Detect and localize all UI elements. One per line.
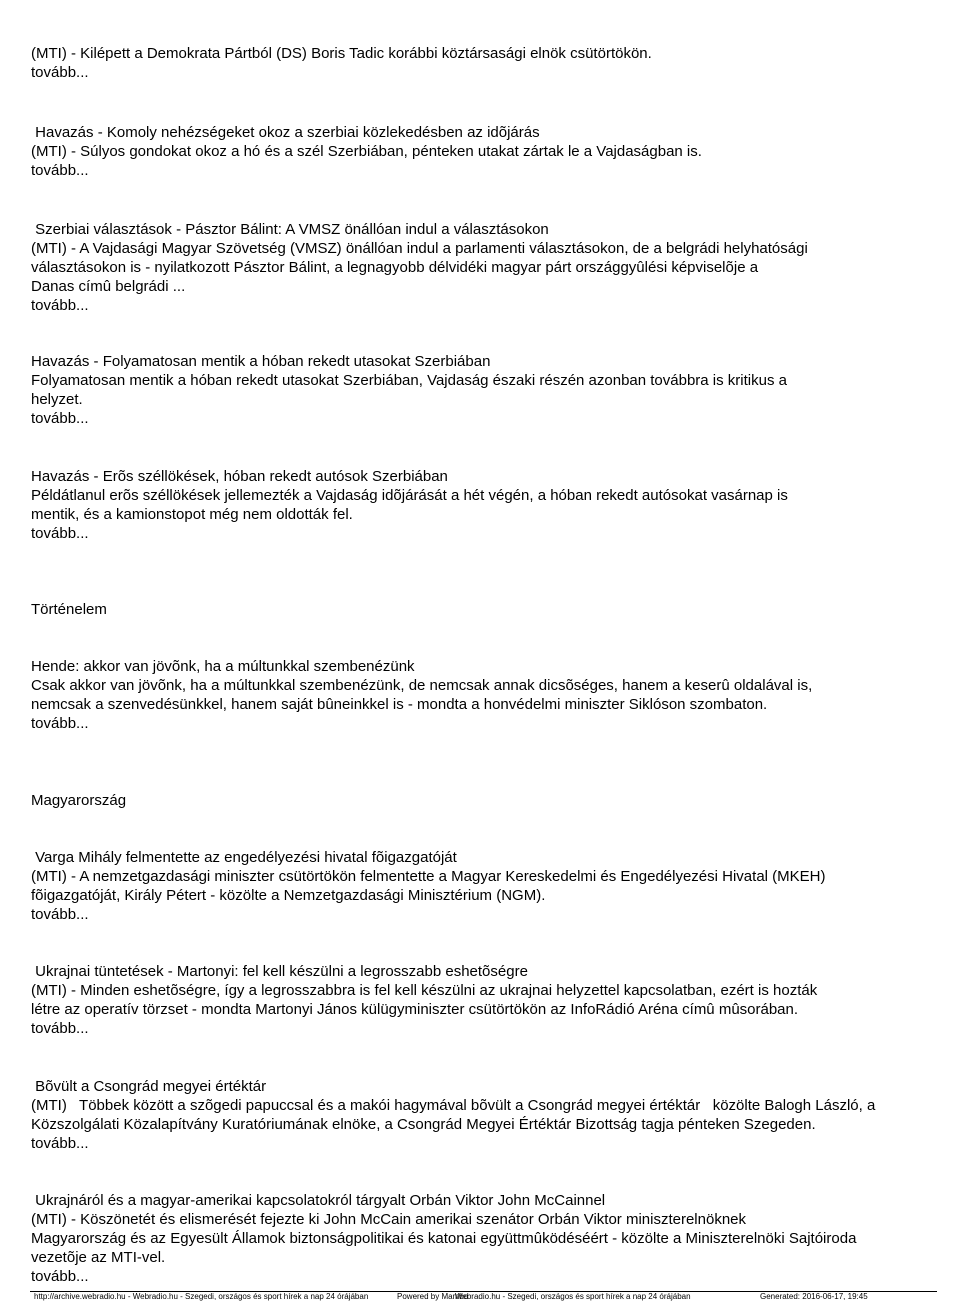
article-0 (31, 44, 961, 82)
article-text: (MTI) - A Vajdasági Magyar Szövetség (VMSZ) önállóan indul a parlamenti választásokon, de a belgrádi helyhatósági (31, 240, 808, 257)
article-text: nemcsak a szenvedésünkkel, hanem saját bûneinkkel is - mondta a honvédelmi miniszter Siklóson szombaton. (31, 696, 768, 713)
article-title[interactable]: Varga Mihály felmentette az engedélyezési hivatal fõigazgatóját (31, 849, 457, 866)
article-history-0 (31, 657, 961, 733)
article-text: Csak akkor van jövõnk, ha a múltunkkal szembenézünk, de nemcsak annak dicsõséges, hanem a keserû oldalával is, (31, 677, 813, 694)
read-more-link[interactable]: tovább... (31, 715, 89, 732)
article-text: (MTI) - Minden eshetõségre, így a legrosszabbra is fel kell készülni az ukrajnai helyzettel kapcsolatban, ezért is hozták (31, 982, 818, 999)
article-title[interactable]: Bõvült a Csongrád megyei értéktár (31, 1078, 267, 1095)
page-footer (34, 1292, 868, 1302)
article-text: (MTI) - Köszönetét és elismerését fejezte ki John McCain amerikai szenátor Orbán Viktor miniszterelnöknek (31, 1211, 746, 1228)
article-4 (31, 467, 961, 543)
article-title[interactable]: Hende: akkor van jövõnk, ha a múltunkkal szembenézünk (31, 658, 415, 675)
article-title[interactable]: Havazás - Folyamatosan mentik a hóban rekedt utasokat Szerbiában (31, 353, 491, 370)
article-hungary-1 (31, 962, 961, 1038)
article-2 (31, 220, 961, 315)
article-hungary-2 (31, 1077, 961, 1153)
article-text: (MTI) - Súlyos gondokat okoz a hó és a szél Szerbiában, pénteken utakat zártak le a Vajdaságban is. (31, 143, 702, 160)
article-text: (MTI) - A nemzetgazdasági miniszter csütörtökön felmentette a Magyar Kereskedelmi és Engedélyezési Hivatal (MKEH) (31, 868, 826, 885)
article-title[interactable]: Havazás - Komoly nehézségeket okoz a szerbiai közlekedésben az idõjárás (31, 124, 540, 141)
article-title[interactable]: Havazás - Erõs széllökések, hóban rekedt autósok Szerbiában (31, 468, 448, 485)
article-text: fõigazgatóját, Király Pétert - közölte a Nemzetgazdasági Minisztérium (NGM). (31, 887, 546, 904)
read-more-link[interactable]: tovább... (31, 410, 89, 427)
section-title-magyarorszag: Magyarország (31, 792, 127, 809)
read-more-link[interactable]: tovább... (31, 906, 89, 923)
read-more-link[interactable]: tovább... (31, 1268, 89, 1285)
footer-generated: Generated: 2016-06-17, 19:45 (760, 1292, 868, 1301)
footer-site: Webradio.hu - Szegedi, országos és sport hírek a nap 24 órájában (455, 1292, 691, 1301)
article-3 (31, 352, 961, 428)
read-more-link[interactable]: tovább... (31, 297, 89, 314)
section-title-tortenelem: Történelem (31, 601, 107, 618)
article-text: helyzet. (31, 391, 83, 408)
article-text: Magyarország és az Egyesült Államok biztonságpolitikai és katonai együttmûködéséért - közölte a Miniszterelnöki Sajtóiroda (31, 1230, 857, 1247)
read-more-link[interactable]: tovább... (31, 525, 89, 542)
article-text: vezetõje az MTI-vel. (31, 1249, 166, 1266)
article-text: Danas címû belgrádi ... (31, 278, 186, 295)
article-text: választásokon is - nyilatkozott Pásztor Bálint, a legnagyobb délvidéki magyar párt országgyûlési képviselõje a (31, 259, 759, 276)
article-text: mentik, és a kamionstopot még nem oldották fel. (31, 506, 353, 523)
article-text: (MTI) Többek között a szõgedi papuccsal és a makói hagymával bõvült a Csongrád megyei értéktár közölte Balogh László, a (31, 1097, 876, 1114)
article-text: Közszolgálati Közalapítvány Kuratóriumának elnöke, a Csongrád Megyei Értéktár Bizottság tagja pénteken Szegeden. (31, 1116, 816, 1133)
footer-page: Powered by Mambo (397, 1292, 469, 1301)
article-title[interactable]: Ukrajnáról és a magyar-amerikai kapcsolatokról tárgyalt Orbán Viktor John McCainnel (31, 1192, 606, 1209)
article-title[interactable]: Ukrajnai tüntetések - Martonyi: fel kell készülni a legrosszabb eshetõségre (31, 963, 528, 980)
read-more-link[interactable]: tovább... (31, 64, 89, 81)
read-more-link[interactable]: tovább... (31, 1020, 89, 1037)
footer-source: http://archive.webradio.hu - Webradio.hu - Szegedi, országos és sport hírek a nap 24 órájában (34, 1292, 369, 1301)
article-text: Folyamatosan mentik a hóban rekedt utasokat Szerbiában, Vajdaság északi részén azonban továbbra is kritikus a (31, 372, 787, 389)
article-text: (MTI) - Kilépett a Demokrata Pártból (DS) Boris Tadic korábbi köztársasági elnök csütörtökön. (31, 45, 652, 62)
article-1 (31, 123, 961, 180)
article-text: Példátlanul erõs széllökések jellemezték a Vajdaság idõjárását a hét végén, a hóban rekedt autósokat vasárnap is (31, 487, 788, 504)
read-more-link[interactable]: tovább... (31, 162, 89, 179)
article-text: létre az operatív törzset - mondta Martonyi János külügyminiszter csütörtökön az InfoRádió Aréna címû mûsorában. (31, 1001, 799, 1018)
read-more-link[interactable]: tovább... (31, 1135, 89, 1152)
article-hungary-0 (31, 848, 961, 924)
article-title[interactable]: Szerbiai választások - Pásztor Bálint: A VMSZ önállóan indul a választásokon (31, 221, 549, 238)
article-hungary-3 (31, 1191, 961, 1286)
